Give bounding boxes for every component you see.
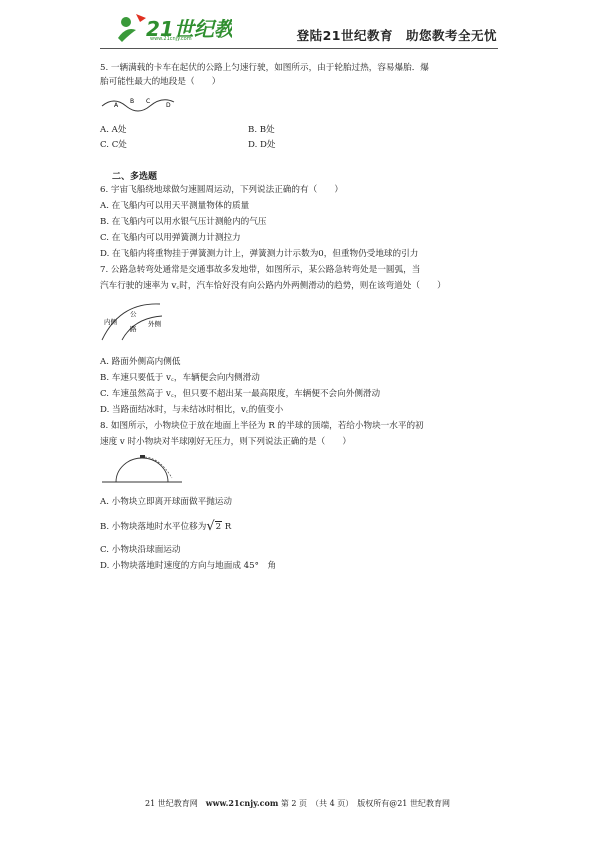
q5-stem-line2: 胎可能性最大的地段是（ ）: [100, 77, 221, 87]
q8-stem-line2: 速度 v 时小物块对半球刚好无压力，则下列说法正确的是（ ）: [100, 437, 351, 447]
site-logo: [112, 8, 232, 48]
logo-site-url: www.21cnjy.com: [150, 36, 192, 42]
q6-option-a: A. 在飞船内可以用天平测量物体的质量: [100, 201, 250, 211]
q7-fig-label-gong: 公: [130, 310, 137, 318]
q8-stem-line1: 8. 如图所示，小物块位于放在地面上半径为 R 的半球的顶端，若给小物块一水平的初: [100, 421, 424, 431]
q6-option-b: B. 在飞船内可以用水银气压计测舱内的气压: [100, 217, 267, 227]
footer-right: 第 2 页 （共 4 页） 版权所有@21 世纪教育网: [278, 799, 450, 808]
q7-fig-label-lu: 路: [130, 325, 137, 333]
logo-graphic: [112, 8, 232, 48]
q8-option-a: A. 小物块立即离开球面做平抛运动: [100, 497, 232, 507]
q8-option-c: C. 小物块沿球面运动: [100, 545, 181, 555]
section-title-multiple-choice: 二、多选题: [112, 172, 158, 182]
q7-stem-line1: 7. 公路急转弯处通常是交通事故多发地带，如图所示，某公路急转弯处是一圆弧，当: [100, 265, 421, 275]
q5-fig-label-a: A: [114, 102, 119, 109]
q8-option-d: D. 小物块落地时速度的方向与地面成 45° 角: [100, 561, 277, 571]
q6-stem: 6. 宇宙飞船绕地球做匀速圆周运动，下列说法正确的有（ ）: [100, 185, 343, 195]
q8-option-b: [100, 521, 500, 533]
q5-road-figure: [100, 92, 180, 114]
q5-option-d: D. D处: [248, 140, 276, 150]
header-slogan: 登陆21世纪教育 助您教考全无忧: [296, 28, 497, 43]
q7-option-c: C. 车速虽然高于 v꜀，但只要不超出某一最高限度，车辆便不会向外侧滑动: [100, 389, 381, 399]
sqrt-symbol: √: [206, 519, 215, 534]
page-footer: [0, 798, 595, 809]
footer-left: 21 世纪教育网: [145, 799, 206, 808]
q7-fig-label-outer: 外侧: [148, 320, 161, 328]
q5-option-c: C. C处: [100, 140, 127, 150]
q8-hemisphere-figure: [100, 454, 184, 484]
q7-stem-line2: 汽车行驶的速率为 v꜀时，汽车恰好没有向公路内外两侧滑动的趋势，则在该弯道处（ ）: [100, 281, 446, 291]
q7-option-d: D. 当路面结冰时，与未结冰时相比，v꜀的值变小: [100, 405, 284, 415]
q5-stem-line1: 5. 一辆满载的卡车在起伏的公路上匀速行驶，如图所示，由于轮胎过热，容易爆胎．爆: [100, 63, 429, 73]
q8-option-b-text: B. 小物块落地时水平位移为: [100, 522, 207, 532]
q5-option-a: A. A处: [100, 125, 127, 135]
q5-option-b: B. B处: [248, 125, 275, 135]
footer-site-link[interactable]: www.21cnjy.com: [205, 798, 279, 808]
q7-fig-label-inner: 内侧: [104, 318, 117, 326]
q5-fig-label-d: D: [166, 102, 171, 109]
q5-fig-label-b: B: [130, 98, 135, 105]
q5-fig-label-c: C: [146, 98, 151, 105]
header-divider: [100, 48, 498, 49]
q8-option-b-suffix: R: [222, 522, 232, 532]
q7-option-b: B. 车速只要低于 v꜀，车辆便会向内侧滑动: [100, 373, 260, 383]
logo-text: 21世纪教: [146, 17, 232, 41]
q6-option-d: D. 在飞船内将重物挂于弹簧测力计上，弹簧测力计示数为0，但重物仍受地球的引力: [100, 249, 419, 259]
q7-curve-figure: [100, 300, 180, 342]
q8-option-b-radicand: 2: [215, 522, 222, 532]
q7-option-a: A. 路面外侧高内侧低: [100, 357, 181, 367]
q6-option-c: C. 在飞船内可以用弹簧测力计测拉力: [100, 233, 241, 243]
